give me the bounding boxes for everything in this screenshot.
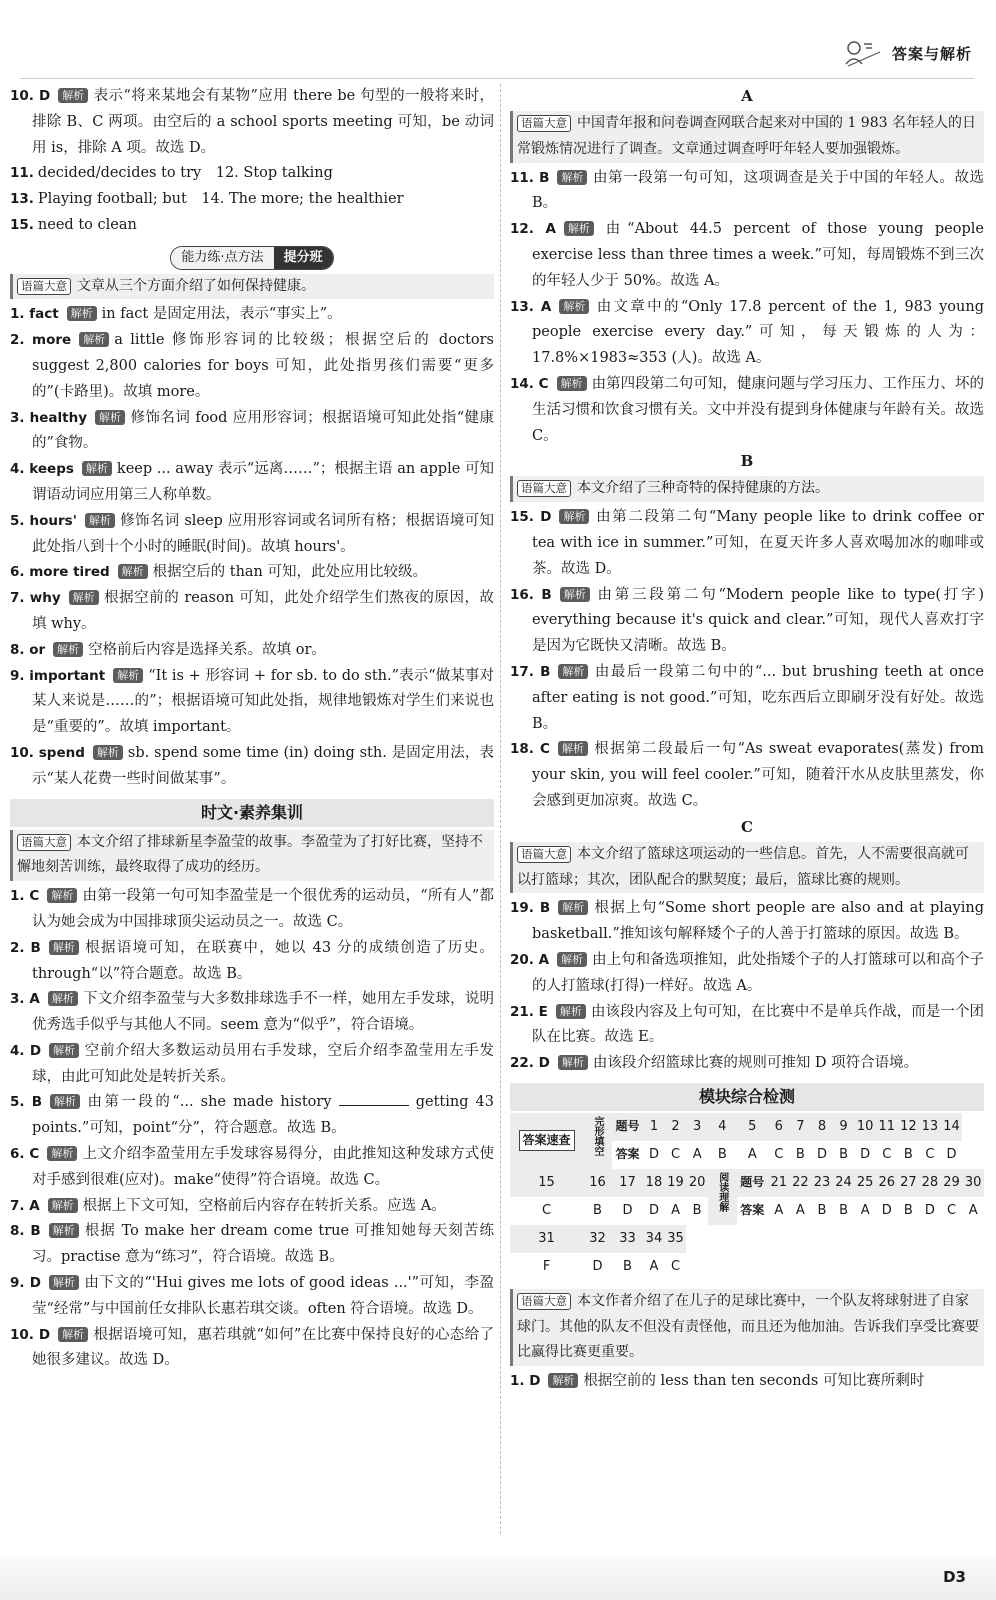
question-number: 4	[708, 1113, 737, 1141]
answer-value: A	[692, 1146, 702, 1162]
answer-value: D	[622, 1202, 633, 1218]
answer-item	[510, 217, 984, 294]
answer-item	[10, 638, 494, 664]
header-title: 答案与解析	[891, 44, 972, 63]
answer-value: B	[839, 1146, 849, 1162]
answer-item	[510, 1369, 984, 1395]
answer-value: D	[592, 1258, 603, 1274]
item-text: a little 修饰形容词的比较级；根据空后的 doctors suggest 2,800 calories for boys 可知，此处指男孩们需要“更多的”(卡路里)。故填 more。	[32, 332, 494, 400]
item-text: 由文章中的“Only 17.8 percent of the 1, 983 young people exercise every day.”可知，每天锻炼的人为：17.8%×1983≈353 (人)。故选 A。	[532, 298, 984, 367]
answer-value: D	[924, 1202, 935, 1218]
summary-text: 文章从三个方面介绍了如何保持健康。	[77, 277, 315, 294]
analysis-tag: 解析	[69, 590, 99, 605]
analysis-tag: 解析	[58, 88, 88, 103]
item-text: sb. spend some time (in) doing sth. 是固定用法，表示“某人花费一些时间做某事”。	[32, 744, 495, 787]
answer-item	[10, 161, 494, 187]
question-number: 29	[941, 1169, 963, 1197]
question-number: 16	[583, 1169, 612, 1197]
analysis-tag: 解析	[559, 509, 589, 524]
question-number: 8	[811, 1113, 833, 1141]
answer-item	[10, 187, 494, 213]
item-number: 6. C	[10, 1146, 40, 1163]
answer-item	[510, 583, 984, 660]
answer-value: A	[968, 1202, 978, 1218]
analysis-tag: 解析	[49, 1223, 79, 1238]
question-number: 15	[510, 1169, 583, 1197]
analysis-tag: 解析	[58, 1327, 88, 1342]
item-text: 由最后一段第二句中的“... but brushing teeth at once after eating is not good.”可知，吃东西后立即刷牙没有好处。故选 B。	[532, 663, 984, 732]
question-number: 9	[833, 1113, 855, 1141]
item-number: 13.	[10, 191, 34, 208]
summary-box	[510, 842, 984, 894]
answer-blank	[339, 1091, 409, 1106]
analysis-tag: 解析	[85, 513, 115, 528]
item-text: 根据上句“Some short people are also and at playing basketball.”推知该句解释矮个子的人善于打篮球的原因。故选 B。	[532, 900, 984, 943]
item-text: 表示“将来某地会有某物”应用 there be 句型的一般将来时，排除 B、C 两项。由空后的 a school sports meeting 可知，be 动词用 is，排除 A 项。故选 D。	[32, 88, 494, 156]
item-number: 1. fact	[10, 306, 59, 323]
answer-item	[10, 213, 494, 239]
item-text: 修饰名词 food 应用形容词；根据语境可知此处指“健康的”食物。	[32, 409, 494, 452]
answer-item	[10, 457, 494, 509]
answer-list-skill	[10, 302, 494, 792]
item-text: keep ... away 表示“远离……”；根据主语 an apple 可知谓语动词应用第三人称单数。	[32, 461, 494, 503]
answer-value: B	[795, 1146, 805, 1162]
answer-value: B	[692, 1202, 702, 1218]
answer-value: B	[817, 1202, 827, 1218]
answer-value: B	[717, 1146, 727, 1162]
summary-tag: 语篇大意	[517, 480, 571, 497]
item-number: 5. B	[10, 1094, 42, 1111]
item-number: 12. A	[510, 221, 556, 238]
analysis-tag: 解析	[82, 461, 112, 476]
answer-item	[510, 1000, 984, 1052]
question-number: 7	[790, 1113, 812, 1141]
header-divider	[20, 78, 974, 79]
item-text: 由下文的“'Hui gives me lots of good ideas ...'”可知，李盈莹“经常”与中国前任女排队长惠若琪交谈。often 符合语境。故选 D。	[32, 1275, 494, 1317]
answer-value: B	[593, 1202, 602, 1218]
question-number: 2	[665, 1113, 687, 1141]
item-text: 根据 To make her dream come true 可推知她每天刻苦练习。practise 意为“练习”，符合语境。故选 B。	[32, 1223, 494, 1266]
analysis-tag: 解析	[558, 1055, 588, 1070]
question-number: 21	[768, 1169, 790, 1197]
item-text: 上文介绍李盈莹用左手发球容易得分，由此推知这种发球方式使对手感到很难(应对)。make“使得”符合语境。故选 C。	[32, 1146, 494, 1188]
answer-value: B	[903, 1146, 913, 1162]
passage-letter-a: A	[741, 87, 753, 105]
item-number: 1. D	[510, 1373, 541, 1390]
item-number: 2. more	[10, 332, 72, 349]
analysis-tag: 解析	[50, 1094, 80, 1109]
answer-label: 答案	[740, 1202, 765, 1217]
item-number: 5. hours'	[10, 512, 77, 529]
answer-value: A	[860, 1202, 870, 1218]
question-number: 18	[643, 1169, 665, 1197]
item-number: 9. important	[10, 667, 106, 684]
question-number: 12	[898, 1113, 920, 1141]
analysis-tag: 解析	[49, 1043, 79, 1058]
answer-item	[10, 1090, 494, 1142]
item-number: 9. D	[10, 1275, 41, 1292]
answer-item	[10, 84, 494, 161]
question-number: 20	[686, 1169, 708, 1197]
answer-item	[510, 166, 984, 218]
answer-value: C	[882, 1146, 892, 1162]
summary-text: 本文介绍了三种奇特的保持健康的方法。	[577, 480, 829, 497]
question-number-label: 题号	[612, 1113, 643, 1141]
answer-list-a	[510, 166, 984, 450]
analysis-tag: 解析	[48, 991, 78, 1006]
question-number: 26	[876, 1169, 898, 1197]
summary-box	[510, 1289, 984, 1366]
analysis-tag: 解析	[558, 900, 588, 915]
summary-tag: 语篇大意	[517, 1293, 571, 1310]
item-text: 由该段内容及上句可知，在比赛中不是单兵作战，而是一个团队在比赛。故选 E。	[532, 1003, 985, 1046]
item-text: getting 43 points.”可知，point“分”，符合题意。故选 B。	[32, 1094, 495, 1137]
analysis-tag: 解析	[93, 745, 123, 760]
answer-value: B	[623, 1258, 632, 1274]
answer-item	[10, 1142, 494, 1194]
answer-value: C	[671, 1258, 681, 1274]
analysis-tag: 解析	[118, 564, 148, 579]
item-number: 18. C	[510, 741, 550, 758]
item-text: 由上句和备选项推知，此处指矮个子的人打篮球可以和高个子的人打篮球(打得)一样好。故选 A。	[532, 951, 984, 994]
question-number: 25	[854, 1169, 876, 1197]
analysis-tag: 解析	[49, 1275, 79, 1290]
analysis-tag: 解析	[557, 952, 587, 967]
answer-item	[10, 1323, 494, 1375]
item-text: Playing football; but 14. The more; the healthier	[37, 191, 404, 208]
answer-item	[10, 987, 494, 1039]
answer-item	[10, 406, 494, 458]
question-number: 32	[583, 1225, 612, 1253]
question-number: 28	[919, 1169, 941, 1197]
answer-value: A	[649, 1258, 659, 1274]
question-number: 14	[941, 1113, 963, 1141]
question-number: 13	[919, 1113, 941, 1141]
analysis-tag: 解析	[49, 940, 79, 955]
item-text: 由第一段第一句可知李盈莹是一个很优秀的运动员，“所有人”都认为她会成为中国排球顶尖运动员之一。故选 C。	[32, 888, 494, 930]
answer-item	[10, 1194, 494, 1220]
item-text: 根据第二段最后一句“As sweat evaporates(蒸发) from your skin, you will feel cooler.”可知，随着汗水从皮肤里蒸发，你会感到更加凉爽。故选 C。	[532, 741, 984, 809]
answer-item	[10, 1219, 494, 1271]
answer-value: A	[747, 1146, 757, 1162]
answer-item	[10, 509, 494, 561]
item-text: 空前介绍大多数运动员用右手发球，空后介绍李盈莹用左手发球，由此可知此处是转折关系。	[32, 1042, 494, 1085]
passage-letter-b: B	[740, 452, 754, 471]
question-number: 33	[612, 1225, 643, 1253]
answer-item	[10, 741, 494, 793]
item-number: 16. B	[510, 586, 552, 603]
answer-item	[10, 328, 494, 405]
cloze-label-text: 完形填空	[591, 1115, 603, 1156]
answer-item	[10, 664, 494, 741]
analysis-tag: 解析	[560, 587, 590, 602]
page-number: D3	[943, 1568, 966, 1586]
item-number: 10. D	[10, 88, 51, 104]
item-text: 根据语境可知，在联赛中，她以 43 分的成绩创造了历史。through“以”符合题意。故选 B。	[32, 939, 494, 982]
summary-tag: 语篇大意	[17, 834, 71, 851]
item-number: 10. D	[10, 1326, 51, 1343]
summary-text: 本文介绍了篮球这项运动的一些信息。首先，人不需要很高就可以打篮球；其次，团队配合的默契度；最后，篮球比赛的规则。	[517, 845, 969, 888]
answer-value: B	[839, 1202, 849, 1218]
item-text: in fact 是固定用法，表示“事实上”。	[101, 306, 342, 323]
item-text: decided/decides to try 12. Stop talking	[37, 165, 333, 182]
item-text: 修饰名词 sleep 应用形容词或名词所有格；根据语境可知此处指八到十个小时的睡眠(时间)。故填 hours'。	[32, 512, 494, 555]
summary-box	[510, 476, 984, 502]
question-number: 3	[686, 1113, 708, 1141]
summary-tag: 语篇大意	[17, 278, 71, 295]
answer-value: D	[881, 1202, 892, 1218]
footer-band	[0, 1556, 996, 1600]
item-number: 7. A	[10, 1197, 40, 1214]
answer-value: D	[816, 1146, 827, 1162]
answer-item	[510, 896, 984, 948]
summary-text: 中国青年报和问卷调查网联合起来对中国的 1 983 名年轻人的日常锻炼情况进行了调查。文章通过调查呼吁年轻人要加强锻炼。	[517, 115, 976, 157]
question-number: 27	[898, 1169, 920, 1197]
item-text: 由第一段的“... she made history	[84, 1094, 332, 1111]
analysis-tag: 解析	[79, 332, 109, 347]
summary-box	[510, 111, 984, 163]
answer-item	[510, 295, 984, 372]
summary-text: 本文作者介绍了在儿子的足球比赛中，一个队友将球射进了自家球门。其他的队友不但没有责怪他，而且还为他加油。告诉我们享受比赛要比赢得比赛更重要。	[517, 1292, 979, 1361]
reading-label-text: 阅读理解	[716, 1171, 728, 1212]
section-banner-module: 模块综合检测	[510, 1083, 984, 1111]
answer-item	[10, 1039, 494, 1091]
analysis-tag: 解析	[557, 170, 587, 185]
summary-box	[10, 830, 494, 882]
answer-item	[510, 1051, 984, 1077]
item-number: 19. B	[510, 900, 551, 917]
item-text: 根据语境可知，惠若琪就“如何”在比赛中保持良好的心态给了她很多建议。故选 D。	[32, 1326, 495, 1369]
answer-item	[510, 372, 984, 449]
item-text: 由“About 44.5 percent of those young people exercise less than three times a week.”可知，每周锻炼不到三次的年轻人少于 50%。故选 A。	[532, 221, 984, 289]
answer-item	[510, 948, 984, 1000]
answer-item	[510, 737, 984, 814]
item-number: 1. C	[10, 888, 40, 905]
answer-value: D	[860, 1146, 871, 1162]
answer-list-reading	[10, 884, 494, 1374]
item-number: 2. B	[10, 939, 41, 956]
answer-list-d	[510, 1369, 984, 1395]
answer-value: C	[925, 1146, 935, 1162]
item-number: 4. D	[10, 1042, 42, 1059]
answer-value: C	[671, 1146, 681, 1162]
item-number: 4. keeps	[10, 461, 74, 478]
reading-person-icon	[842, 38, 882, 68]
item-number: 15.	[10, 216, 34, 233]
analysis-tag: 解析	[113, 668, 143, 683]
answer-item	[10, 586, 494, 638]
answer-item	[10, 884, 494, 936]
item-number: 14. C	[510, 375, 549, 392]
item-text: 由第一段第一句可知，这项调查是关于中国的年轻人。故选 B。	[532, 169, 985, 212]
item-text: 根据空后的 than 可知，此处应用比较级。	[152, 564, 428, 581]
answer-item	[10, 1271, 494, 1323]
answer-value: F	[542, 1258, 551, 1274]
item-text: 根据空前的 less than ten seconds 可知比赛所剩时	[583, 1373, 925, 1390]
question-number: 10	[854, 1113, 876, 1141]
item-text: 根据空前的 reason 可知，此处介绍学生们熬夜的原因，故填 why。	[32, 590, 494, 632]
answer-list-c	[510, 896, 984, 1077]
section-heading-left: 能力练·点方法	[171, 247, 273, 269]
section-heading-right: 提分班	[274, 247, 333, 269]
answer-value: C	[542, 1202, 552, 1218]
question-number: 5	[737, 1113, 768, 1141]
left-column	[10, 84, 494, 1374]
item-number: 3. A	[10, 991, 40, 1008]
analysis-tag: 解析	[48, 1198, 78, 1213]
question-number: 35	[665, 1225, 687, 1253]
answer-item	[10, 560, 494, 586]
item-text: 由该段介绍篮球比赛的规则可推知 D 项符合语境。	[592, 1055, 919, 1072]
summary-text: 本文介绍了排球新星李盈莹的故事。李盈莹为了打好比赛，坚持不懈地刻苦训练，最终取得了成功的经历。	[17, 833, 483, 876]
item-number: 21. E	[510, 1003, 548, 1020]
analysis-tag: 解析	[53, 642, 83, 657]
analysis-tag: 解析	[47, 888, 77, 903]
item-text: 由第四段第二句可知，健康问题与学习压力、工作压力、坏的生活习惯和饮食习惯有关。文中并没有提到身体健康与年龄有关。故选 C。	[532, 375, 984, 444]
analysis-tag: 解析	[47, 1146, 77, 1161]
item-number: 8. B	[10, 1223, 41, 1240]
question-number: 11	[876, 1113, 898, 1141]
item-number: 7. why	[10, 590, 61, 607]
analysis-tag: 解析	[95, 410, 125, 425]
item-number: 10. spend	[10, 744, 85, 761]
column-divider	[500, 84, 501, 1534]
question-number: 23	[811, 1169, 833, 1197]
summary-tag: 语篇大意	[517, 846, 571, 863]
item-number: 6. more tired	[10, 564, 110, 581]
question-number: 31	[510, 1225, 583, 1253]
answer-key-label-text: 答案速查	[519, 1130, 575, 1151]
item-number: 13. A	[510, 298, 552, 315]
answer-list-b	[510, 505, 984, 815]
analysis-tag: 解析	[558, 664, 588, 679]
answer-item	[10, 302, 494, 328]
item-text: “It is + 形容词 + for sb. to do sth.”表示“做某事对某人来说是……的”；根据语境可知此处指，规律地锻炼对学生们来说也是“重要的”。故填 important。	[32, 667, 494, 736]
answer-value: B	[903, 1202, 913, 1218]
question-number: 30	[962, 1169, 984, 1197]
left-top-items	[10, 84, 494, 239]
question-number-label: 题号	[737, 1169, 768, 1197]
analysis-tag: 解析	[564, 221, 594, 236]
section-banner-reading: 时文·素养集训	[10, 799, 494, 827]
answer-value: C	[946, 1202, 957, 1218]
item-number: 15. D	[510, 509, 552, 526]
item-text: need to clean	[37, 216, 137, 233]
analysis-tag: 解析	[67, 306, 97, 321]
answer-value: A	[795, 1202, 805, 1218]
question-number: 24	[833, 1169, 855, 1197]
right-column	[510, 84, 984, 1395]
question-number: 17	[612, 1169, 643, 1197]
answer-key-table	[510, 1113, 984, 1281]
item-number: 8. or	[10, 641, 46, 658]
passage-letter-c: C	[741, 817, 753, 836]
analysis-tag: 解析	[548, 1373, 578, 1388]
answer-item	[510, 505, 984, 582]
reading-label	[708, 1169, 737, 1225]
answer-value: A	[774, 1202, 784, 1218]
answer-value: D	[946, 1146, 957, 1162]
item-number: 11.	[10, 165, 34, 182]
section-heading-skill	[10, 245, 494, 271]
question-number: 19	[665, 1169, 687, 1197]
question-number: 34	[643, 1225, 665, 1253]
item-text: 由第三段第二句“Modern people like to type(打字) everything because it's quick and clear.”可知，现代人喜欢打字是因为它既快又清晰。故选 B。	[532, 586, 985, 655]
answer-value: A	[671, 1202, 680, 1218]
item-number: 3. healthy	[10, 409, 88, 426]
answer-key-label	[510, 1113, 583, 1169]
cloze-label	[583, 1113, 612, 1169]
summary-box	[10, 274, 494, 300]
question-number: 22	[790, 1169, 812, 1197]
item-number: 17. B	[510, 663, 551, 680]
answer-value: C	[774, 1146, 784, 1162]
analysis-tag: 解析	[558, 741, 588, 756]
question-number: 1	[643, 1113, 665, 1141]
page-header	[842, 38, 972, 68]
item-number: 20. A	[510, 951, 550, 968]
answer-value: D	[648, 1202, 659, 1218]
item-number: 22. D	[510, 1055, 550, 1072]
item-number: 11. B	[510, 169, 550, 186]
item-text: 下文介绍李盈莹与大多数排球选手不一样，她用左手发球，说明优秀选手似乎与其他人不同。seem 意为“似乎”，符合语境。	[32, 991, 495, 1034]
answer-item	[510, 660, 984, 737]
item-text: 由第二段第二句“Many people like to drink coffee or tea with ice in summer.”可知，在夏天许多人喜欢喝加冰的咖啡或茶。故选 D。	[532, 509, 984, 577]
question-number: 6	[768, 1113, 790, 1141]
item-text: 根据上下文可知，空格前后内容存在转折关系。应选 A。	[82, 1197, 446, 1214]
answer-value: D	[648, 1146, 659, 1162]
item-text: 空格前后内容是选择关系。故填 or。	[88, 641, 326, 658]
summary-tag: 语篇大意	[517, 115, 571, 132]
analysis-tag: 解析	[557, 376, 587, 391]
analysis-tag: 解析	[556, 1004, 586, 1019]
answer-item	[10, 936, 494, 988]
answer-label: 答案	[615, 1146, 640, 1161]
analysis-tag: 解析	[559, 299, 589, 314]
